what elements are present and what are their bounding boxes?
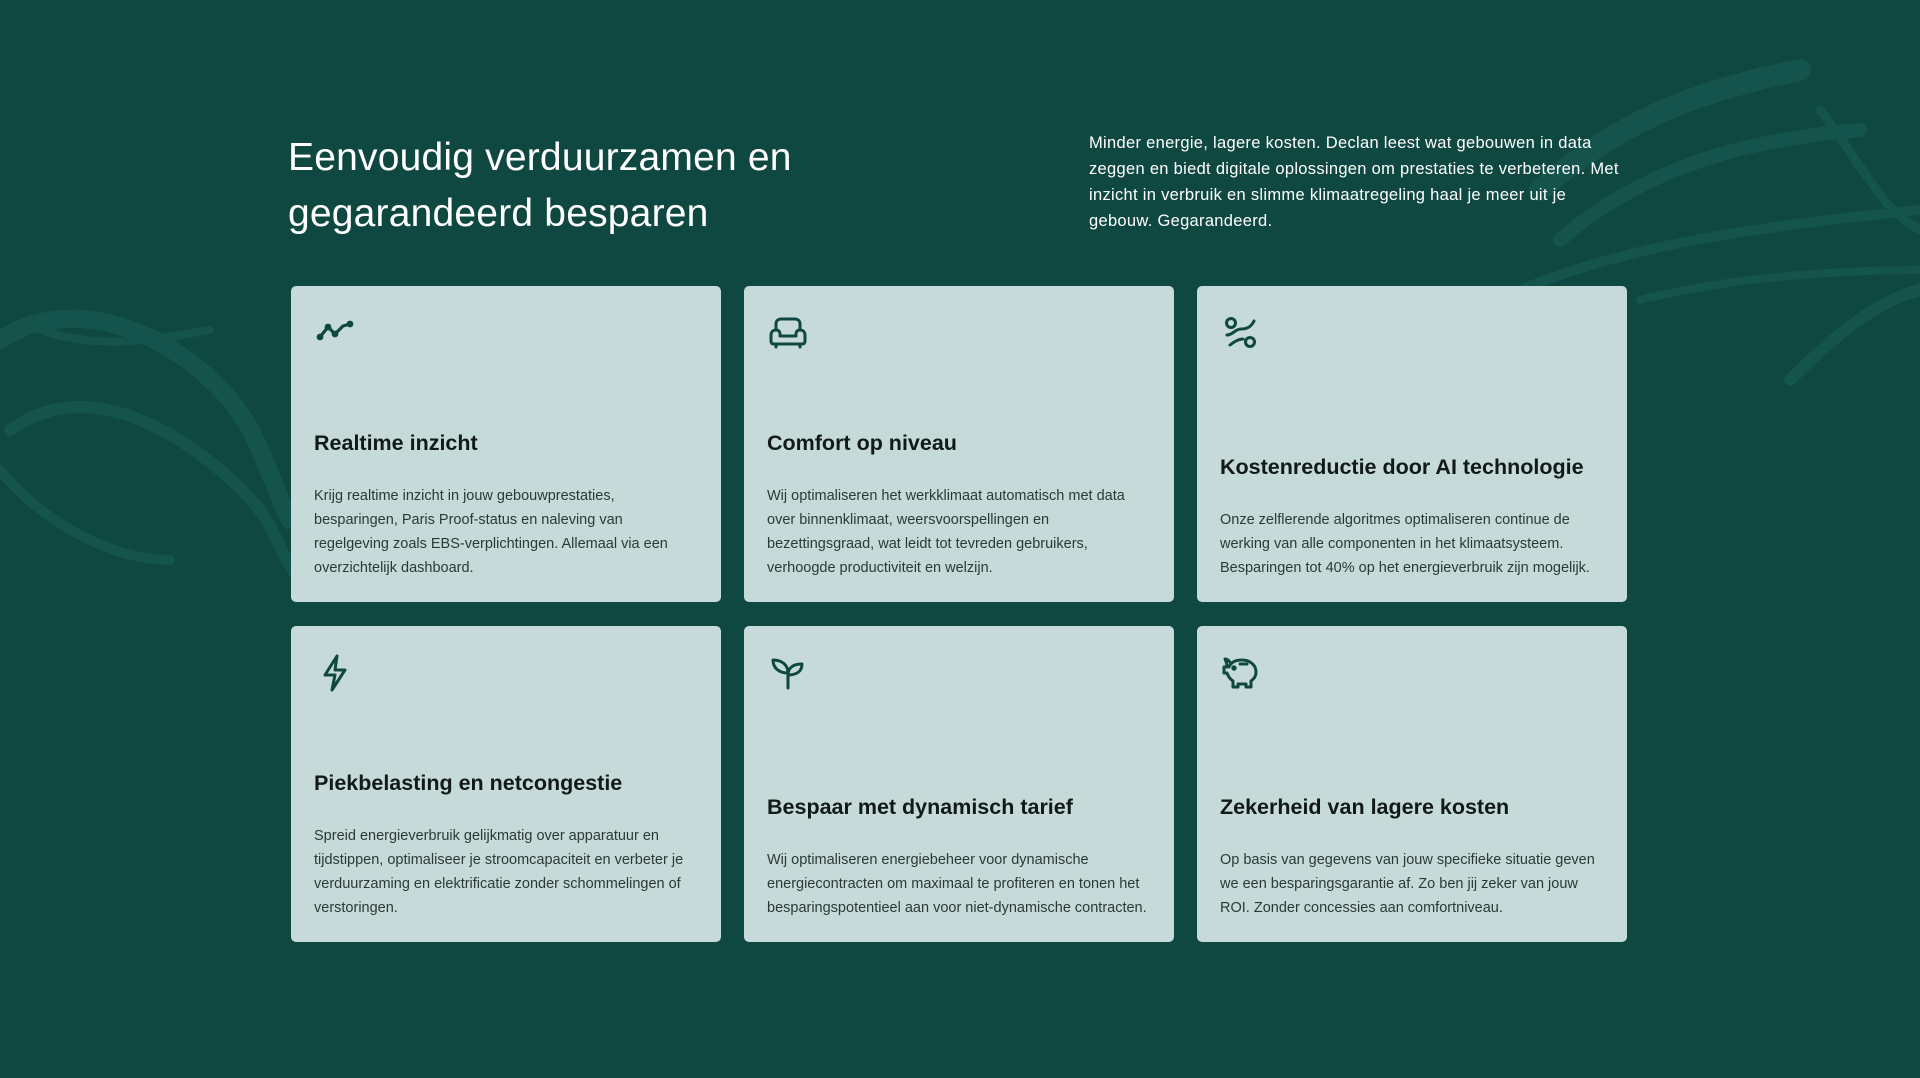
feature-card-guaranteed-savings xyxy=(1197,626,1627,942)
percent-icon xyxy=(1221,313,1261,353)
hero-description: Minder energie, lagere kosten. Declan leest wat gebouwen in data zeggen en biedt digitale oplossingen om prestaties te verbeteren. Met inzicht in verbruik en slimme klimaatregeling haal je meer uit je gebouw. Gegarandeerd. xyxy=(1089,134,1619,230)
feature-grid xyxy=(291,286,1628,942)
card-description: Krijg realtime inzicht in jouw gebouwprestaties, besparingen, Paris Proof-status en naleving van regelgeving zoals EBS-verplichtingen. Allemaal via een overzichtelijk dashboard. xyxy=(314,488,668,576)
card-title: Kostenreductie door AI technologie xyxy=(1220,455,1584,479)
piggy-bank-icon xyxy=(1221,653,1261,693)
trend-line-icon xyxy=(315,313,355,353)
card-description: Wij optimaliseren het werkklimaat automatisch met data over binnenklimaat, weersvoorspellingen en bezettingsgraad, wat leidt tot tevreden gebruikers, verhoogde productiviteit en welzijn. xyxy=(767,488,1125,576)
card-description: Wij optimaliseren energiebeheer voor dynamische energiecontracten om maximaal te profiteren en tonen het besparingspotentieel aan voor niet-dynamische contracten. xyxy=(767,852,1147,916)
card-title: Piekbelasting en netcongestie xyxy=(314,771,623,795)
armchair-icon xyxy=(768,313,808,353)
feature-card-dynamic-tariff xyxy=(744,626,1174,942)
card-description: Spreid energieverbruik gelijkmatig over apparatuur en tijdstippen, optimaliseer je stroomcapaciteit en verbeter je verduurzaming en elektrificatie zonder schommelingen of verstoringen. xyxy=(314,828,684,916)
feature-card-peak-load xyxy=(291,626,721,942)
feature-card-comfort xyxy=(744,286,1174,602)
sprout-icon xyxy=(768,653,808,693)
lightning-bolt-icon xyxy=(315,653,355,693)
page-title: Eenvoudig verduurzamen en gegarandeerd besparen xyxy=(288,136,792,235)
feature-card-realtime-insight xyxy=(291,286,721,602)
card-title: Realtime inzicht xyxy=(314,431,478,455)
card-title: Bespaar met dynamisch tarief xyxy=(767,795,1073,819)
feature-card-cost-reduction xyxy=(1197,286,1627,602)
card-description: Op basis van gegevens van jouw specifieke situatie geven we een besparingsgarantie af. Zo ben jij zeker van jouw ROI. Zonder concessies aan comfortniveau. xyxy=(1220,852,1595,916)
card-title: Zekerheid van lagere kosten xyxy=(1220,795,1510,819)
card-description: Onze zelflerende algoritmes optimaliseren continue de werking van alle componenten in het klimaatsysteem. Besparingen tot 40% op het energieverbruik zijn mogelijk. xyxy=(1220,512,1590,576)
card-title: Comfort op niveau xyxy=(767,431,957,455)
